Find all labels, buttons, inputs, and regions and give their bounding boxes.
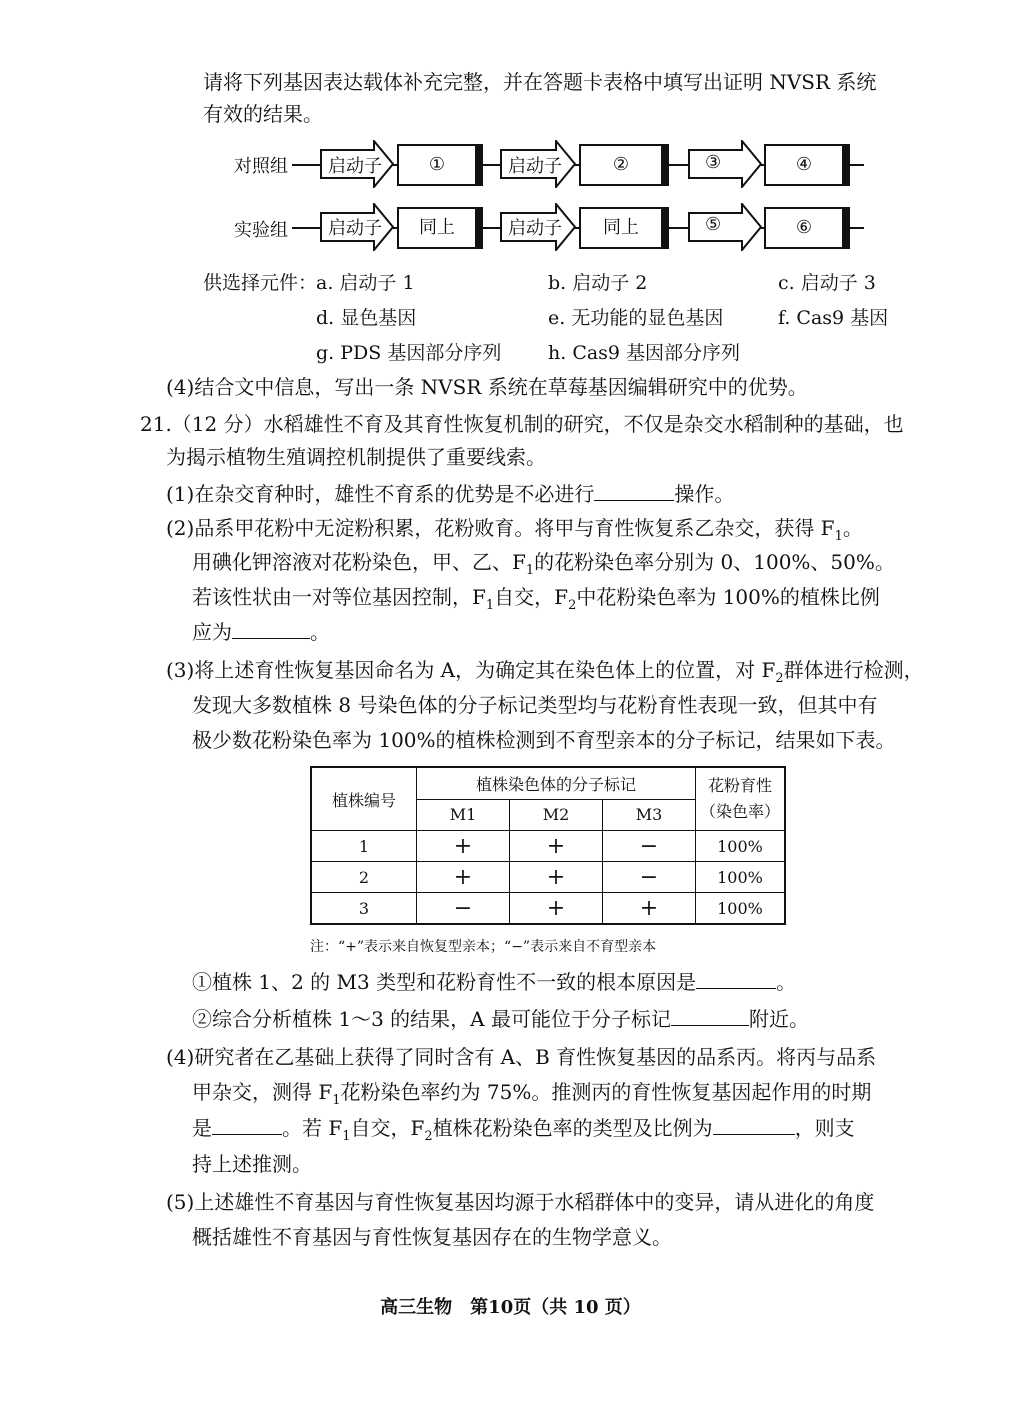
experiment-slot-5: ⑤ (705, 214, 722, 235)
control-slot-3: ③ (705, 152, 722, 173)
answer-blank-4[interactable] (671, 1005, 749, 1026)
control-slot-2: ② (579, 144, 663, 186)
header-m1: M1 (417, 799, 510, 831)
option-g: g. PDS 基因部分序列 (316, 342, 502, 364)
answer-blank-2[interactable] (232, 618, 310, 639)
q21-stem-line2: 为揭示植物生殖调控机制提供了重要线索。 (166, 445, 546, 469)
q21-part1: (1)在杂交育种时，雄性不育系的优势是不必进行 操作。 (166, 482, 735, 506)
option-f: f. Cas9 基因 (778, 307, 889, 329)
control-slot-4: ④ (764, 144, 844, 186)
option-h: h. Cas9 基因部分序列 (548, 342, 741, 364)
q21-part5-line1: (5)上述雄性不育基因与育性恢复基因均源于水稻群体中的变异，请从进化的角度 (166, 1190, 875, 1214)
page-footer: 高三生物 第10页（共 10 页） (380, 1297, 641, 1318)
options-label: 供选择元件： (203, 272, 318, 294)
option-d: d. 显色基因 (316, 307, 417, 329)
experiment-slot-5-arrow (688, 203, 762, 251)
q21-part2-line3: 若该性状由一对等位基因控制，$F_1$自交，$F_2$中花粉染色率为 100%的植株比例 (192, 585, 880, 613)
table-note: 注：“+”表示来自恢复型亲本；“−”表示来自不育型亲本 (310, 939, 657, 955)
answer-blank-3[interactable] (696, 968, 776, 989)
q21-part2-line2: 用碘化钾溶液对花粉染色，甲、乙、$F_1$的花粉染色率分别为 0、100%、50%。 (192, 550, 895, 578)
answer-blank-5[interactable] (212, 1114, 282, 1135)
q21-part2-line1: (2)品系甲花粉中无淀粉积累，花粉败育。将甲与育性恢复系乙杂交，获得 $F_1$。 (166, 516, 863, 544)
experiment-slot-2: 同上 (579, 207, 663, 249)
q21-part3-q2: ②综合分析植株 1～3 的结果，A 最可能位于分子标记 附近。 (192, 1007, 809, 1031)
header-fertility: 花粉育性 （染色率） (696, 767, 786, 831)
q20-sub4: (4)结合文中信息，写出一条 NVSR 系统在草莓基因编辑研究中的优势。 (166, 375, 808, 399)
header-m2: M2 (510, 799, 603, 831)
control-slot-1: ① (397, 144, 477, 186)
experiment-slot-1: 同上 (397, 207, 477, 249)
control-terminator-2 (663, 144, 669, 186)
control-terminator-1 (477, 144, 483, 186)
q21-part3-q1: ①植株 1、2 的 M3 类型和花粉育性不一致的根本原因是 。 (192, 970, 797, 994)
control-slot-3-arrow (688, 140, 762, 188)
q21-part3-line3: 极少数花粉染色率为 100%的植株检测到不育型亲本的分子标记，结果如下表。 (192, 728, 896, 752)
control-promoter1-label: 启动子 (328, 156, 382, 177)
q21-stem-line1: 21.（12 分）水稻雄性不育及其育性恢复机制的研究，不仅是杂交水稻制种的基础，也 (140, 412, 904, 436)
experiment-promoter1-label: 启动子 (328, 218, 382, 239)
q21-part3-line1: (3)将上述育性恢复基因命名为 A，为确定其在染色体上的位置，对 $F_2$群体进行检测， (166, 658, 924, 686)
q21-part3-line2: 发现大多数植株 8 号染色体的分子标记类型均与花粉育性表现一致，但其中有 (192, 693, 878, 717)
table-row: 1 + + − 100% (311, 831, 785, 862)
q21-part4-line3: 是 。若 $F_1$自交，$F_2$植株花粉染色率的类型及比例为 ，则支 (192, 1116, 855, 1144)
answer-blank-6[interactable] (713, 1114, 795, 1135)
q21-part4-line2: 甲杂交，测得 $F_1$花粉染色率约为 75%。推测丙的育性恢复基因起作用的时期 (192, 1080, 872, 1108)
q21-part2-line4: 应为 。 (192, 620, 330, 644)
instruction-line2: 有效的结果。 (203, 102, 323, 126)
control-promoter2-label: 启动子 (508, 156, 562, 177)
header-plant-id: 植株编号 (311, 767, 417, 831)
option-c: c. 启动子 3 (778, 272, 876, 294)
experiment-promoter2-label: 启动子 (508, 218, 562, 239)
answer-blank-1[interactable] (594, 480, 674, 501)
experiment-terminator-2 (663, 207, 669, 249)
experiment-terminator-3 (844, 207, 850, 249)
option-e: e. 无功能的显色基因 (548, 307, 724, 329)
q21-part4-line1: (4)研究者在乙基础上获得了同时含有 A、B 育性恢复基因的品系丙。将丙与品系 (166, 1045, 877, 1069)
instruction-line1: 请将下列基因表达载体补充完整，并在答题卡表格中填写出证明 NVSR 系统 (203, 70, 877, 94)
q21-part4-line4: 持上述推测。 (192, 1152, 312, 1176)
control-terminator-3 (844, 144, 850, 186)
experiment-slot-6: ⑥ (764, 207, 844, 249)
experiment-terminator-1 (477, 207, 483, 249)
experiment-group-label: 实验组 (234, 220, 288, 241)
header-m3: M3 (603, 799, 696, 831)
control-group-label: 对照组 (234, 156, 288, 177)
table-row: 3 − + + 100% (311, 893, 785, 925)
option-b: b. 启动子 2 (548, 272, 648, 294)
q21-part5-line2: 概括雄性不育基因与育性恢复基因存在的生物学意义。 (192, 1225, 672, 1249)
option-a: a. 启动子 1 (316, 272, 415, 294)
marker-table (310, 766, 786, 925)
table-row: 2 + + − 100% (311, 862, 785, 893)
header-markers: 植株染色体的分子标记 (417, 767, 696, 799)
